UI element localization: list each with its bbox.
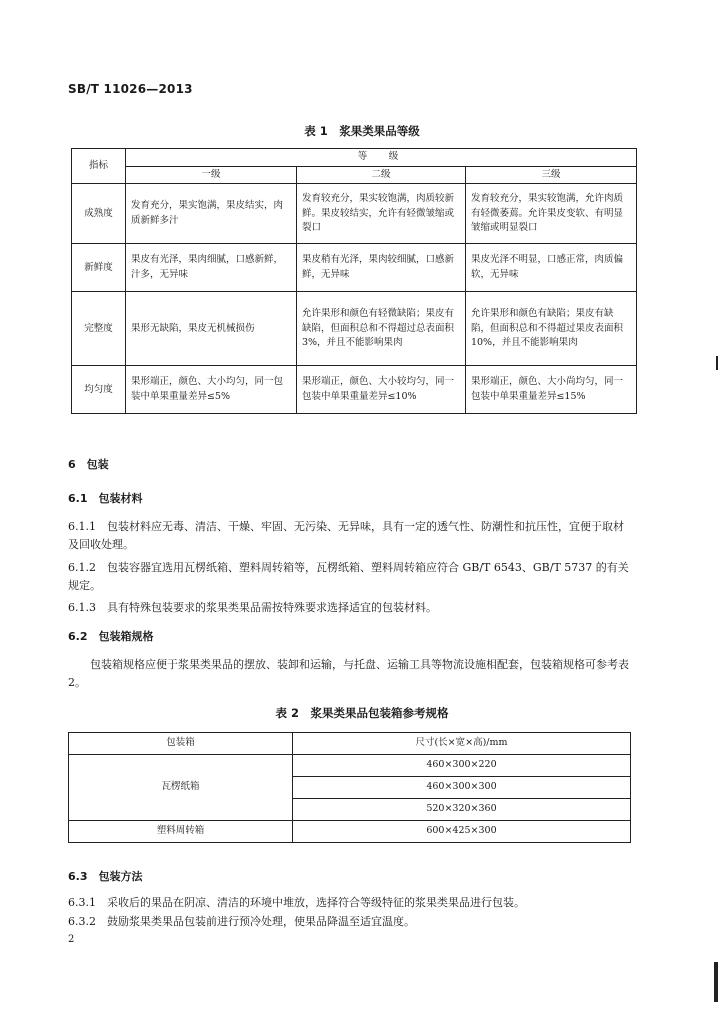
table-cell: 600×425×300 [293,821,631,843]
section-6-heading: 6 包装 [68,458,109,471]
table2-caption: 表 2 浆果类果品包装箱参考规格 [275,706,449,720]
table-cell: 果皮有光泽，果肉细腻，口感新鲜，汁多，无异味 [125,244,296,292]
table-cell: 发育较充分，果实较饱满，允许肉质有轻微萎蔫。允许果皮变软、有明显皱缩或明显裂口 [465,184,636,244]
corrugated-box-label: 瓦楞纸箱 [69,755,293,821]
table-cell: 果形端正，颜色、大小较均匀，同一包装中单果重量差异≤10% [296,366,465,414]
table1-caption: 表 1 浆果类果品等级 [304,124,420,138]
table-cell: 发育充分，果实饱满，果皮结实，肉质新鲜多汁 [125,184,296,244]
scan-edge-mark [716,356,718,370]
grade-1-header: 一级 [125,166,296,184]
page-number: 2 [68,934,75,945]
row-header-freshness: 新鲜度 [72,244,126,292]
section-6-3-heading: 6.3 包装方法 [68,870,143,883]
table-cell: 果皮光泽不明显，口感正常，肉质偏软，无异味 [465,244,636,292]
paragraph-6-1-1: 6.1.1 包装材料应无毒、清洁、干燥、牢固、无污染、无异味，具有一定的透气性、防潮性和抗压性，宜便于取材及回收处理。 [68,520,624,551]
section-6-2-heading: 6.2 包装箱规格 [68,630,154,643]
box-type-header: 包装箱 [69,733,293,755]
row-header-maturity: 成熟度 [72,184,126,244]
table-cell: 果形端正，颜色、大小尚均匀，同一包装中单果重量差异≤15% [465,366,636,414]
table-cell: 允许果形和颜色有缺陷；果皮有缺陷，但面积总和不得超过果皮表面积 10%，并且不能影响果肉 [465,292,636,366]
scan-edge-mark [714,962,718,1002]
table-cell: 520×320×360 [293,799,631,821]
table-cell: 果形端正，颜色、大小均匀，同一包装中单果重量差异≤5% [125,366,296,414]
grade-2-header: 二级 [296,166,465,184]
row-header-uniformity: 均匀度 [72,366,126,414]
indicator-header: 指标 [72,149,126,184]
packaging-size-table [68,732,631,843]
table-cell: 允许果形和颜色有轻微缺陷；果皮有缺陷，但面积总和不得超过总表面积 3%，并且不能影响果肉 [296,292,465,366]
standard-code: SB/T 11026—2013 [68,82,193,96]
paragraph-6-1-2: 6.1.2 包装容器宜选用瓦楞纸箱、塑料周转箱等，瓦楞纸箱、塑料周转箱应符合 GB/T 6543、GB/T 5737 的有关规定。 [68,561,629,592]
paragraph-6-1-3: 6.1.3 具有特殊包装要求的浆果类果品需按特殊要求选择适宜的包装材料。 [68,601,437,614]
plastic-crate-label: 塑料周转箱 [69,821,293,843]
table-cell: 发育较充分，果实较饱满，肉质较新鲜。果皮较结实，允许有轻微皱缩或裂口 [296,184,465,244]
paragraph-6-3-2: 6.3.2 鼓励浆果类果品包装前进行预冷处理，使果品降温至适宜温度。 [68,915,415,928]
grade-table [71,148,637,414]
table-cell: 果形无缺陷，果皮无机械损伤 [125,292,296,366]
grade-header: 等 级 [125,149,636,167]
paragraph-6-3-1: 6.3.1 采收后的果品在阴凉、清洁的环境中堆放，选择符合等级特征的浆果类果品进行包装。 [68,896,525,909]
row-header-integrity: 完整度 [72,292,126,366]
section-6-1-heading: 6.1 包装材料 [68,492,143,505]
table-cell: 460×300×300 [293,777,631,799]
table-cell: 果皮稍有光泽，果肉较细腻，口感新鲜，无异味 [296,244,465,292]
table-cell: 460×300×220 [293,755,631,777]
dimension-header: 尺寸(长×宽×高)/mm [293,733,631,755]
paragraph-6-2: 包装箱规格应便于浆果类果品的摆放、装卸和运输，与托盘、运输工具等物流设施相配套，包装箱规格可参考表 2。 [68,658,629,689]
grade-3-header: 三级 [465,166,636,184]
